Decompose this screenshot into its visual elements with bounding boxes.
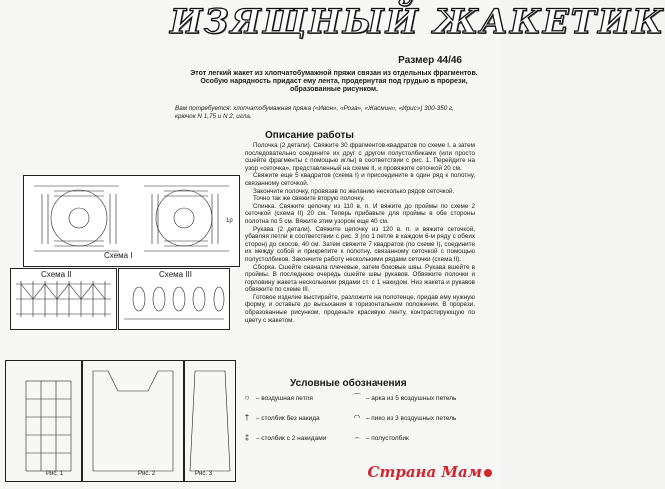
single-crochet-icon: † xyxy=(244,413,250,422)
legend-text: – пико из 3 воздушных петель xyxy=(365,415,457,422)
work-title: Описание работы xyxy=(265,130,354,141)
legend-item xyxy=(240,434,350,442)
picot-icon: ◠ xyxy=(353,413,361,422)
logo-dot-icon xyxy=(484,469,492,477)
paragraph: Готовое изделие выстирайте, разложите на полотенце, придав ему нужную форму, и оставьте до высыхания в горизонтальном положении. В прорези, образованные рисунком, проденьте красивую ленту, контрастирующую по цвету с жакетом. xyxy=(245,293,475,324)
schema-2-label: Схема II xyxy=(41,270,72,279)
fig-2-drawing xyxy=(82,360,184,482)
schema-2-chart xyxy=(10,268,117,330)
legend-text: – столбик с 2 накидами xyxy=(255,435,327,442)
paragraph: Рукава (2 детали). Свяжите цепочку из 120 в. п. и вяжите сеточкой, убавляя петли в соответствии с рис. 3 (по 1 петле в каждом 6-м ряду с обеих сторон) до скосов, 40 см. Затем свяжите 7 квадратов (по схеме I), соедините их между собой и прикрепите к полотну, связанному сеточкой с помощью полустолбиков. Закончите работу несколькими рядами сеточки (схема II). xyxy=(245,225,475,263)
watermark-text: Страна Мам xyxy=(367,463,482,481)
legend-text: – столбик без накида xyxy=(255,415,320,422)
schema-1-label: Схема I xyxy=(104,251,133,260)
size-label: Размер 44/46 xyxy=(398,55,462,66)
intro-text: Этот легкий жакет из хлопчатобумажной пряжи связан из отдельных фрагментов. Особую нарядность придаст ему лента, продернутая под грудью в прорези, образованные рисунком. xyxy=(190,70,478,93)
legend-item xyxy=(240,394,350,402)
double-treble-icon: ‡ xyxy=(244,433,250,442)
legend-title: Условные обозначения xyxy=(290,378,407,389)
legend-item xyxy=(350,414,470,422)
fig-1-label: Рис. 1 xyxy=(46,471,64,477)
paragraph: Свяжите еще 5 квадратов (схема I) и присоедините в один ряд к полотну, связанному сеточкой. xyxy=(245,172,475,187)
arch-icon: ⌒ xyxy=(353,393,361,402)
row-1-mark: 1р xyxy=(226,218,233,224)
paragraph: Полочка (2 детали). Свяжите 30 фрагментов-квадратов по схеме I, а затем последовательно соедините их друг с другом полустолбиками (или просто сшейте фрагменты с помощью иглы) в соответствии с рис. 1. Перейдите на узор «сеточка», представленный на схеме II, и провяжите сеточкой 20 см. xyxy=(245,142,475,172)
legend-item xyxy=(350,434,470,442)
legend-item xyxy=(350,394,470,402)
fig-1-drawing xyxy=(5,360,82,482)
chain-stitch-icon: ○ xyxy=(244,393,250,402)
half-double-icon: ⌢ xyxy=(354,433,360,442)
schema-3-label: Схема III xyxy=(159,270,192,279)
paragraph: Закончите полочку, провязав по желанию несколько рядов сеточкой. xyxy=(253,187,455,195)
work-text xyxy=(245,142,475,324)
legend-text: – воздушная петля xyxy=(255,395,313,402)
fig-2-label: Рис. 2 xyxy=(138,471,156,477)
schema-3-chart xyxy=(118,268,230,330)
legend-item xyxy=(240,414,350,422)
legend-text: – арка из 5 воздушных петель xyxy=(365,395,457,402)
paragraph: Сборка. Сшейте сначала плечевые, затем боковые швы. Рукава вшейте в проймы. В последнюю очередь сшейте швы рукавов. Обвяжите полочки и горловину жакета несколькими рядами ст. с 1 накидом. Низ жакета и рукавов обвяжите по схеме III. xyxy=(245,263,475,294)
page-title: ИЗЯЩНЫЙ ЖАКЕТИК xyxy=(170,2,665,42)
paragraph: Спинка. Свяжите цепочку из 110 в. п. И вяжите до проймы по схеме 2 сеточкой (схема II) 20 см. Теперь прибавьте для проймы в обе стороны полотна по 5 см. Вяжите этим узором еще 40 см. xyxy=(245,202,475,225)
site-watermark xyxy=(368,463,492,481)
legend-text: – полустолбик xyxy=(365,435,409,442)
fig-3-drawing xyxy=(184,360,236,482)
paragraph: Точно так же свяжите вторую полочку. xyxy=(253,195,365,203)
fig-3-label: Рис. 3 xyxy=(195,471,213,477)
materials-text: Вам потребуется: хлопчатобумажная пряжа («Ивон», «Роза», «Жасмин», «Ирис») 300-350 г, крючок N 1,75 и N 2, игла. xyxy=(175,105,454,120)
schema-1-chart xyxy=(23,175,240,267)
